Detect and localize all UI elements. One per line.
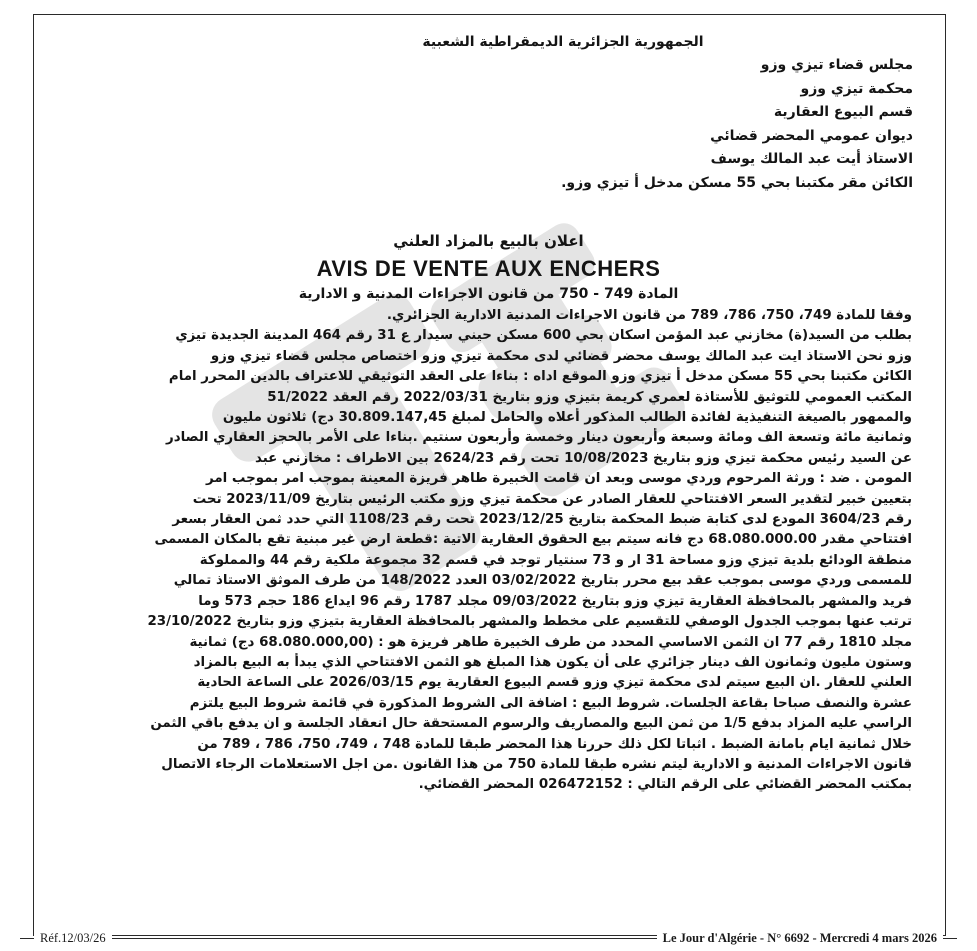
body-line: وستون مليون وثمانون الف دينار جزائري على أن يكون هذا المبلغ هو الثمن الافتتاحي الذي يبدأ به البيع بالمزاد bbox=[193, 654, 912, 670]
body-line: الكائن مكتبنا بحي 55 مسكن مدخل أ تيزي وزو الموقع اداه : بناءا على العقد التوثيقي للاعتراف بالدين المحرر امام bbox=[168, 369, 912, 385]
body-line: للمسمى وردي موسى بموجب عقد بيع محرر بتاريخ 03/02/2022 العدد 148/2022 من طرف الموثق الاستاذ تمالي bbox=[173, 573, 912, 589]
body-line: قانون الاجراءات المدنية و الادارية ليتم نشره طبقا للمادة 750 من هذا القانون .من اجل الاستعلامات الرجاء الاتصال bbox=[161, 756, 912, 772]
footer bbox=[20, 928, 957, 948]
body-line: عن السيد رئيس محكمة تيزي وزو بتاريخ 10/08/2023 تحت رقم 2624/23 بين الاطراف : مخازني عبد bbox=[254, 450, 912, 466]
body-line: الراسي عليه المزاد بدفع 1/5 من ثمن البيع والمصاريف والرسوم المستحقة حال انعقاد الجلسة و ان يدفع باقي الثمن bbox=[150, 716, 912, 732]
republic-title: الجمهورية الجزائرية الديمقراطية الشعبية bbox=[422, 34, 704, 50]
body-line: وزو نحن الاستاذ ايت عبد المالك يوسف محضر قضائي لدى محكمة تيزي وزو اختصاص مجلس قضاء تيزي وزو bbox=[210, 348, 912, 364]
body-line: بطلب من السيد(ة) مخازني عبد المؤمن اسكان بحي 600 مسكن حيني سيدار ع 31 رقم 464 المدينة الجديدة تيزي bbox=[175, 328, 912, 344]
body-line: العلني للعقار .ان البيع سيتم لدى محكمة تيزي وزو قسم البيوع العقارية يوم 2026/03/15 على الساعة الحادية bbox=[197, 675, 912, 691]
body-line: المومن . ضد : ورثة المرحوم وردي موسى وبعد ان قامت الخبيرة طاهر فريزة المعينة بموجب امر بموجب امر bbox=[206, 471, 912, 487]
body-line: وفقا للمادة 749، 750، 786، 789 من قانون الاجراءات المدنية الادارية الجزائري. bbox=[386, 308, 912, 323]
publication-info: Le Jour d'Algérie - N° 6692 - Mercredi 4 mars 2026 bbox=[657, 931, 943, 946]
body-line: ترتب عنها بموجب الجدول الوصفي للتقسيم على مخطط والمشهر بالمحافظة العقارية بتيزي وزو بتاريخ 23/10/2022 bbox=[147, 614, 912, 630]
header bbox=[213, 34, 913, 195]
announcement-title-french: AVIS DE VENTE AUX ENCHERS bbox=[316, 256, 661, 281]
header-line: مجلس قضاء تيزي وزو bbox=[760, 57, 913, 73]
header-line: ديوان عمومي المحضر قضائي bbox=[710, 127, 913, 144]
footer-rule bbox=[943, 938, 957, 939]
header-line: الكائن مقر مكتبنا بحي 55 مسكن مدخل أ تيزي وزو. bbox=[561, 174, 913, 191]
body-line: منطقة الودائع بلدية تيزي وزو مساحة 31 ار و 73 سنتيار توجد في قسم 32 مجموعة ملكية رقم 44 والمملوكة bbox=[199, 552, 912, 568]
body-line: المكتب العمومي للتوثيق للأستاذة لعمري كريمة بتيزي وزو بتاريخ 2022/03/31 رقم العقد 51/2022 bbox=[267, 389, 912, 405]
header-line: محكمة تيزي وزو bbox=[800, 80, 913, 97]
notice-body bbox=[36, 306, 912, 796]
body-line: والممهور بالصيغة التنفيذية لفائدة الطالب المذكور أعلاه والحامل لمبلغ 30.809.147,45 دج) ثلاثون مليون bbox=[222, 410, 912, 426]
body-line: افتتاحي مقدر 68.080.000.00 دج فانه سيتم بيع الحقوق العقارية الاتية :قطعة ارض غير مبنية تقع بالمكان المسمى bbox=[154, 532, 912, 548]
reference: Réf.12/03/26 bbox=[34, 931, 112, 946]
body-line: وثمانية مائة وتسعة الف ومائة وسبعة وأربعون دينار وخمسة وأربعون سنتيم .بناءا على الأمر بالحجز العقاري الصادر bbox=[166, 430, 912, 446]
body-line: بتعيين خبير لتقدير السعر الافتتاحي للعقار الصادر عن محكمة تيزي وزو مكتب الرئيس بتاريخ 2023/11/09 تحت bbox=[192, 491, 912, 507]
header-line: الاستاذ أيت عبد المالك يوسف bbox=[710, 151, 913, 167]
body-line: مجلد 1810 رقم 77 ان الثمن الاساسي المحدد من طرف الخبيرة طاهر فريزة هو : (68.080.000,00 دج) ثمانية bbox=[189, 634, 912, 650]
announcement-title-arabic: اعلان بالبيع بالمزاد العلني bbox=[393, 232, 584, 250]
header-line: قسم البيوع العقارية bbox=[773, 104, 913, 120]
body-line: خلال ثمانية ايام بامانة الضبط . اثباتا لكل ذلك حررنا هذا المحضر طبقا للمادة 748 ، 749، 750، 786 ، 789 من bbox=[197, 736, 912, 752]
legal-article: المادة 749 - 750 من قانون الاجراءات المدنية و الادارية bbox=[298, 286, 679, 302]
body-line: رقم 3604/23 المودع لدى كتابة ضبط المحكمة بتاريخ 2023/12/25 تحت رقم 1108/23 التي حدد ثمن العقار بسعر bbox=[172, 512, 912, 528]
body-line: بمكتب المحضر القضائي على الرقم التالي : 026472152 المحضر القضائي. bbox=[418, 777, 912, 793]
body-line: عشرة والنصف صباحا بقاعة الجلسات. شروط البيع : اضافة الى الشروط المذكورة في قائمة شروط البيع يلتزم bbox=[189, 695, 912, 711]
footer-rule bbox=[20, 938, 34, 939]
body-line: فريد والمشهر بالمحافظة العقارية تيزي وزو بتاريخ 09/03/2022 مجلد 1787 رقم 96 ايداع 186 حجم 573 وما bbox=[198, 593, 912, 609]
footer-rule bbox=[112, 938, 657, 939]
